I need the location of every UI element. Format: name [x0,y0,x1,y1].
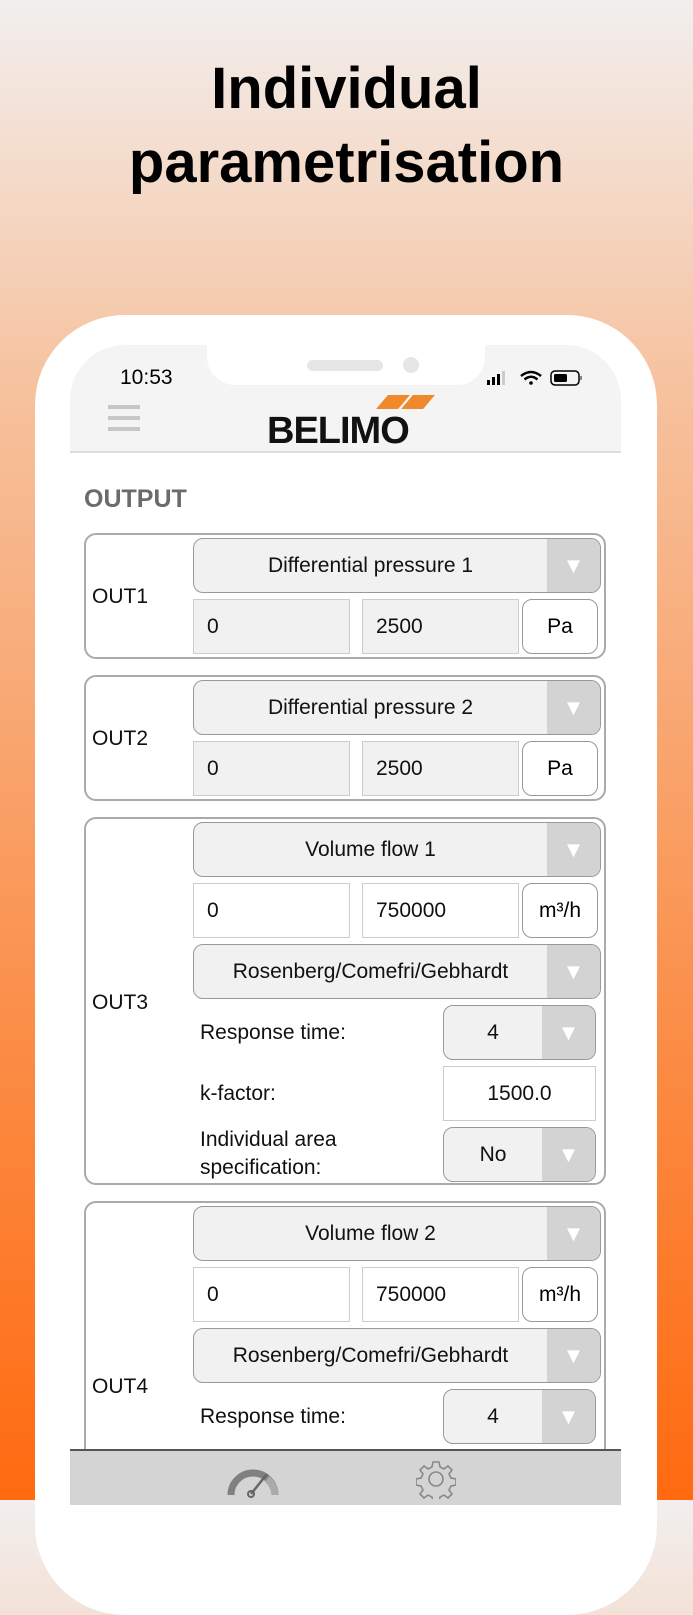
max-input[interactable]: 750000 [362,1267,519,1322]
belimo-logo: BELIMO [267,395,422,450]
battery-icon [551,371,582,385]
section-title: OUTPUT [84,485,187,513]
response-time-label: Response time: [200,1021,346,1044]
unit-button[interactable]: Pa [522,741,598,796]
output-card-out3 [84,817,606,1185]
signal-icon [487,371,505,385]
phone-screen [70,345,621,1505]
camera [403,357,419,373]
dropdown-value: Volume flow 1 [305,837,436,861]
chevron-down-icon: ▼ [547,823,600,876]
tab-bar [70,1449,621,1505]
response-time-dropdown[interactable] [443,1005,596,1060]
chevron-down-icon: ▼ [547,539,600,592]
headline-line-1: Individual [211,56,482,121]
unit-button[interactable]: m³/h [522,883,598,938]
signal-dropdown[interactable] [193,1206,601,1261]
app-header [70,345,621,453]
signal-dropdown[interactable] [193,822,601,877]
status-time: 10:53 [120,366,173,389]
dropdown-value: Rosenberg/Comefri/Gebhardt [232,959,509,983]
output-label: OUT2 [92,727,149,750]
dropdown-value: Differential pressure 1 [267,553,474,577]
chevron-down-icon: ▼ [542,1128,595,1181]
manufacturer-dropdown[interactable] [193,944,601,999]
area-spec-label: Individual area specification: [200,1128,337,1179]
chevron-down-icon: ▼ [547,945,600,998]
speaker [307,360,383,371]
dropdown-value: 4 [487,1020,499,1044]
area-spec-dropdown[interactable] [443,1127,596,1182]
response-time-dropdown[interactable] [443,1389,596,1444]
output-label: OUT3 [92,991,149,1014]
unit-button[interactable]: Pa [522,599,598,654]
k-factor-input[interactable]: 1500.0 [443,1066,596,1121]
min-input[interactable]: 0 [193,599,350,654]
headline [0,52,693,200]
headline-line-2: parametrisation [128,130,565,195]
gauge-icon[interactable] [225,1459,281,1499]
chevron-down-icon: ▼ [547,681,600,734]
gear-icon[interactable] [416,1459,456,1499]
chevron-down-icon: ▼ [542,1006,595,1059]
chevron-down-icon: ▼ [547,1207,600,1260]
chevron-down-icon: ▼ [542,1390,595,1443]
signal-dropdown[interactable] [193,680,601,735]
max-input[interactable]: 2500 [362,741,519,796]
signal-dropdown[interactable] [193,538,601,593]
status-icons [485,369,585,387]
max-input[interactable]: 2500 [362,599,519,654]
hamburger-menu-icon[interactable] [108,405,140,431]
output-card-out1 [84,533,606,659]
dropdown-value: Rosenberg/Comefri/Gebhardt [232,1343,509,1367]
min-input[interactable]: 0 [193,883,350,938]
k-factor-label: k-factor: [200,1082,276,1105]
min-input[interactable]: 0 [193,741,350,796]
dropdown-value: 4 [487,1404,499,1428]
dropdown-value: No [479,1142,507,1166]
response-time-label: Response time: [200,1405,346,1428]
dropdown-value: Differential pressure 2 [267,695,474,719]
output-card-out2 [84,675,606,801]
chevron-down-icon: ▼ [547,1329,600,1382]
wifi-icon [521,372,541,385]
min-input[interactable]: 0 [193,1267,350,1322]
manufacturer-dropdown[interactable] [193,1328,601,1383]
max-input[interactable]: 750000 [362,883,519,938]
output-label: OUT1 [92,585,149,608]
dropdown-value: Volume flow 2 [305,1221,436,1245]
unit-button[interactable]: m³/h [522,1267,598,1322]
output-label: OUT4 [92,1375,149,1398]
